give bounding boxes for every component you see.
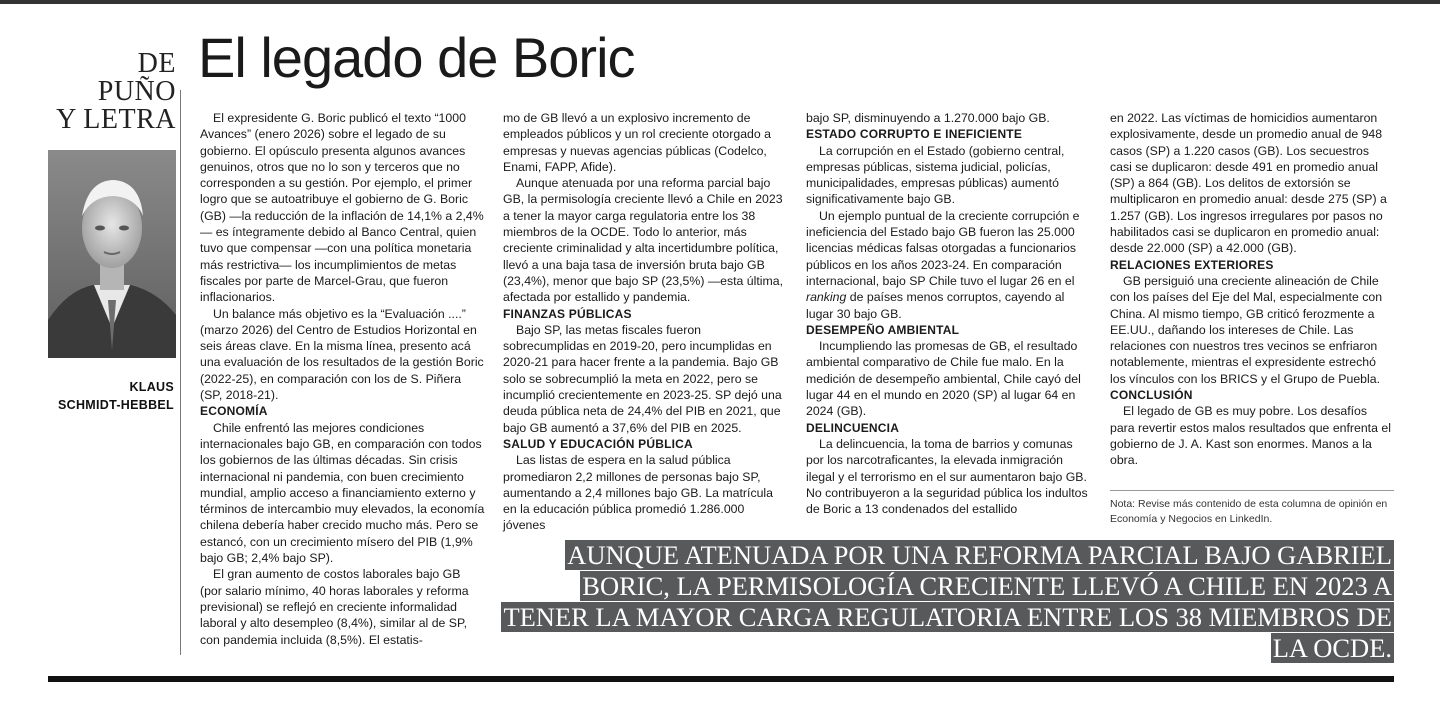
paragraph: Aunque atenuada por una reforma parcial bajo GB, la permisología creciente llevó a Chile en 2023 a tener la mayor carga regulatoria entre los 38 miembros de la OCDE. Todo lo anterior, más creciente criminalidad y alta incertidumbre política, llevó a una baja tasa de inversión bruta bajo GB (23,4%), menor que bajo SP (23,5%) —esta última, afectada por estallido y pandemia.: [503, 176, 784, 305]
paragraph: Bajo SP, las metas fiscales fueron sobrecumplidas en 2019-20, pero incumplidas en 2020-21 para hacer frente a la pandemia. Bajo GB solo se sobrecumplió la meta en 2022, pero se incumplió crecientemente en 2023-25. SP dejó una deuda pública neta de 24,4% del PIB en 2021, que bajo GB aumentó a 37,6% del PIB en 2025.: [503, 322, 782, 435]
paragraph: en 2022. Las víctimas de homicidios aumentaron explosivamente, desde un promedio anual de 948 casos (SP) a 1.220 casos (GB). Los secuestros casi se duplicaron: desde 491 en promedio anual (SP) a 864 (GB). Los delitos de extorsión se multiplicaron en promedio anual: desde 275 (SP) a 1.257 (GB). Los ingresos irregulares por pasos no habilitados casi se duplicaron en promedio anual: desde 22.000 (SP) a 42.000 (GB).: [1110, 111, 1387, 256]
subheading-conclusion: CONCLUSIÓN: [1110, 388, 1193, 403]
section-label-line3: Y LETRA: [56, 104, 176, 135]
note-divider: [1110, 490, 1394, 491]
pull-quote: [500, 540, 1394, 664]
sidebar-divider: [180, 90, 181, 655]
subheading-ambiental: DESEMPEÑO AMBIENTAL: [806, 322, 960, 337]
section-label: [48, 50, 176, 134]
subheading-delincuencia: DELINCUENCIA: [806, 420, 900, 435]
section-label-line2: PUÑO: [97, 76, 176, 107]
italic-term: ranking: [806, 290, 847, 305]
article-column-1: [200, 110, 485, 648]
paragraph: El expresidente G. Boric publicó el texto “1000 Avances” (enero 2026) sobre el legado de su gobierno. El opúsculo presenta algunos avances genuinos, otros que no lo son y terceros que no corresponden a su gestión. Por ejemplo, el primer logro que se autoatribuye el gobierno de G. Boric (GB) —la reducción de la inflación de 14,1% a 2,4%— es íntegramente debido al Banco Central, quien tuvo que compensar —con una política monetaria más restrictiva— los incumplimientos de metas fiscales por parte de Marcel-Grau, que fueron inflacionarios.: [200, 111, 484, 305]
pull-quote-text: AUNQUE ATENUADA POR UNA REFORMA PARCIAL BAJO GABRIEL BORIC, LA PERMISOLOGÍA CRECIENTE LLEVÓ A CHILE EN 2023 A TENER LA MAYOR CARGA REGULATORIA ENTRE LOS 38 MIEMBROS DE LA OCDE.: [503, 540, 1392, 663]
author-last-name: SCHMIDT-HEBBEL: [57, 398, 174, 412]
subheading-finanzas: FINANZAS PÚBLICAS: [503, 306, 632, 321]
subheading-salud: SALUD Y EDUCACIÓN PÚBLICA: [503, 436, 693, 451]
paragraph-text: de países menos corruptos, cayendo al lugar 30 bajo GB.: [806, 290, 1065, 321]
article-column-3: [806, 110, 1090, 517]
article-headline: El legado de Boric: [198, 26, 635, 89]
subheading-economia: ECONOMÍA: [200, 404, 268, 419]
footnote: Nota: Revise más contenido de esta columna de opinión en Economía y Negocios en LinkedIn.: [1110, 498, 1388, 525]
paragraph: Un balance más objetivo es la “Evaluación ....” (marzo 2026) del Centro de Estudios Horizontal en seis áreas clave. En la misma línea, presento acá una evaluación de los resultados de la gestión Boric (2022-25), en comparación con los de S. Piñera (SP, 2018-21).: [200, 306, 484, 403]
paragraph: GB persiguió una creciente alineación de Chile con los países del Eje del Mal, especialmente con China. Al mismo tiempo, GB criticó ferozmente a EE.UU., dañando los intereses de Chile. Las relaciones con nuestros tres vecinos se enfriaron notablemente, mientras el expresidente estrechó los vínculos con los BRICS y el Grupo de Puebla.: [1110, 273, 1383, 386]
paragraph: Las listas de espera en la salud pública promediaron 2,2 millones de personas bajo SP, aumentando a 2,4 millones bajo GB. La matrícula en la educación pública promedió 1.286.000 jóvenes: [503, 453, 774, 533]
paragraph: Incumpliendo las promesas de GB, el resultado ambiental comparativo de Chile fue malo. En la medición de desempeño ambiental, Chile cayó del lugar 44 en el mundo en 2020 (SP) al lugar 64 en 2024 (GB).: [806, 339, 1081, 419]
sidebar: [48, 48, 176, 412]
section-label-line1: DE: [137, 48, 176, 79]
author-byline: [58, 378, 174, 414]
author-portrait-image: [48, 150, 176, 358]
paragraph: Chile enfrentó las mejores condiciones internacionales bajo GB, en comparación con todos los gobiernos de las últimas décadas. Sin crisis internacional ni pandemia, con buen crecimiento mundial, amplio acceso a financiamiento externo y términos de intercambio muy elevados, la economía chilena debería haber crecido mucho más. Pero se estancó, con un crecimiento mísero del PIB (1,9% bajo GB; 2,4% bajo SP).: [200, 420, 485, 566]
paragraph: El gran aumento de costos laborales bajo GB (por salario mínimo, 40 horas laborales y reforma previsional) se reflejó en creciente informalidad laboral y alto desempleo (8,4%), similar al de SP, con pandemia incluida (8,5%). El estatis-: [200, 567, 469, 647]
paragraph: La corrupción en el Estado (gobierno central, empresas públicas, sistema judicial, policías, municipalidades, empresas públicas) aumentó significativamente bajo GB.: [806, 143, 1065, 207]
top-rule: [0, 0, 1440, 4]
subheading-relaciones: RELACIONES EXTERIORES: [1110, 257, 1274, 272]
paragraph-text: Un ejemplo puntual de la creciente corrupción e ineficiencia del Estado bajo GB fueron las 25.000 licencias médicas falsas otorgadas a funcionarios públicos en los años 2023-24. En comparación internacional, bajo SP Chile tuvo el lugar 26 en el: [806, 208, 1080, 288]
bottom-rule: [48, 676, 1394, 682]
article-column-4: [1110, 110, 1394, 469]
paragraph: [806, 208, 1090, 322]
author-photo: [48, 150, 176, 358]
paragraph: La delincuencia, la toma de barrios y comunas por los narcotraficantes, la elevada inmigración ilegal y el terrorismo en el sur aumentaron bajo GB. No contribuyeron a la seguridad pública los indultos de Boric a 13 condenados del estallido: [806, 436, 1088, 517]
paragraph: bajo SP, disminuyendo a 1.270.000 bajo GB.: [806, 111, 1050, 125]
article-column-2: [503, 110, 787, 534]
subheading-estado: ESTADO CORRUPTO E INEFICIENTE: [806, 127, 1023, 142]
author-first-name: KLAUS: [129, 380, 174, 394]
paragraph: mo de GB llevó a un explosivo incremento de empleados públicos y un rol creciente otorgado a empresas y nuevas agencias públicas (Codelco, Enami, FAPP, Afide).: [503, 111, 771, 174]
paragraph: El legado de GB es muy pobre. Los desafíos para revertir estos malos resultados que enfrenta el gobierno de J. A. Kast son enormes. Manos a la obra.: [1110, 404, 1391, 468]
